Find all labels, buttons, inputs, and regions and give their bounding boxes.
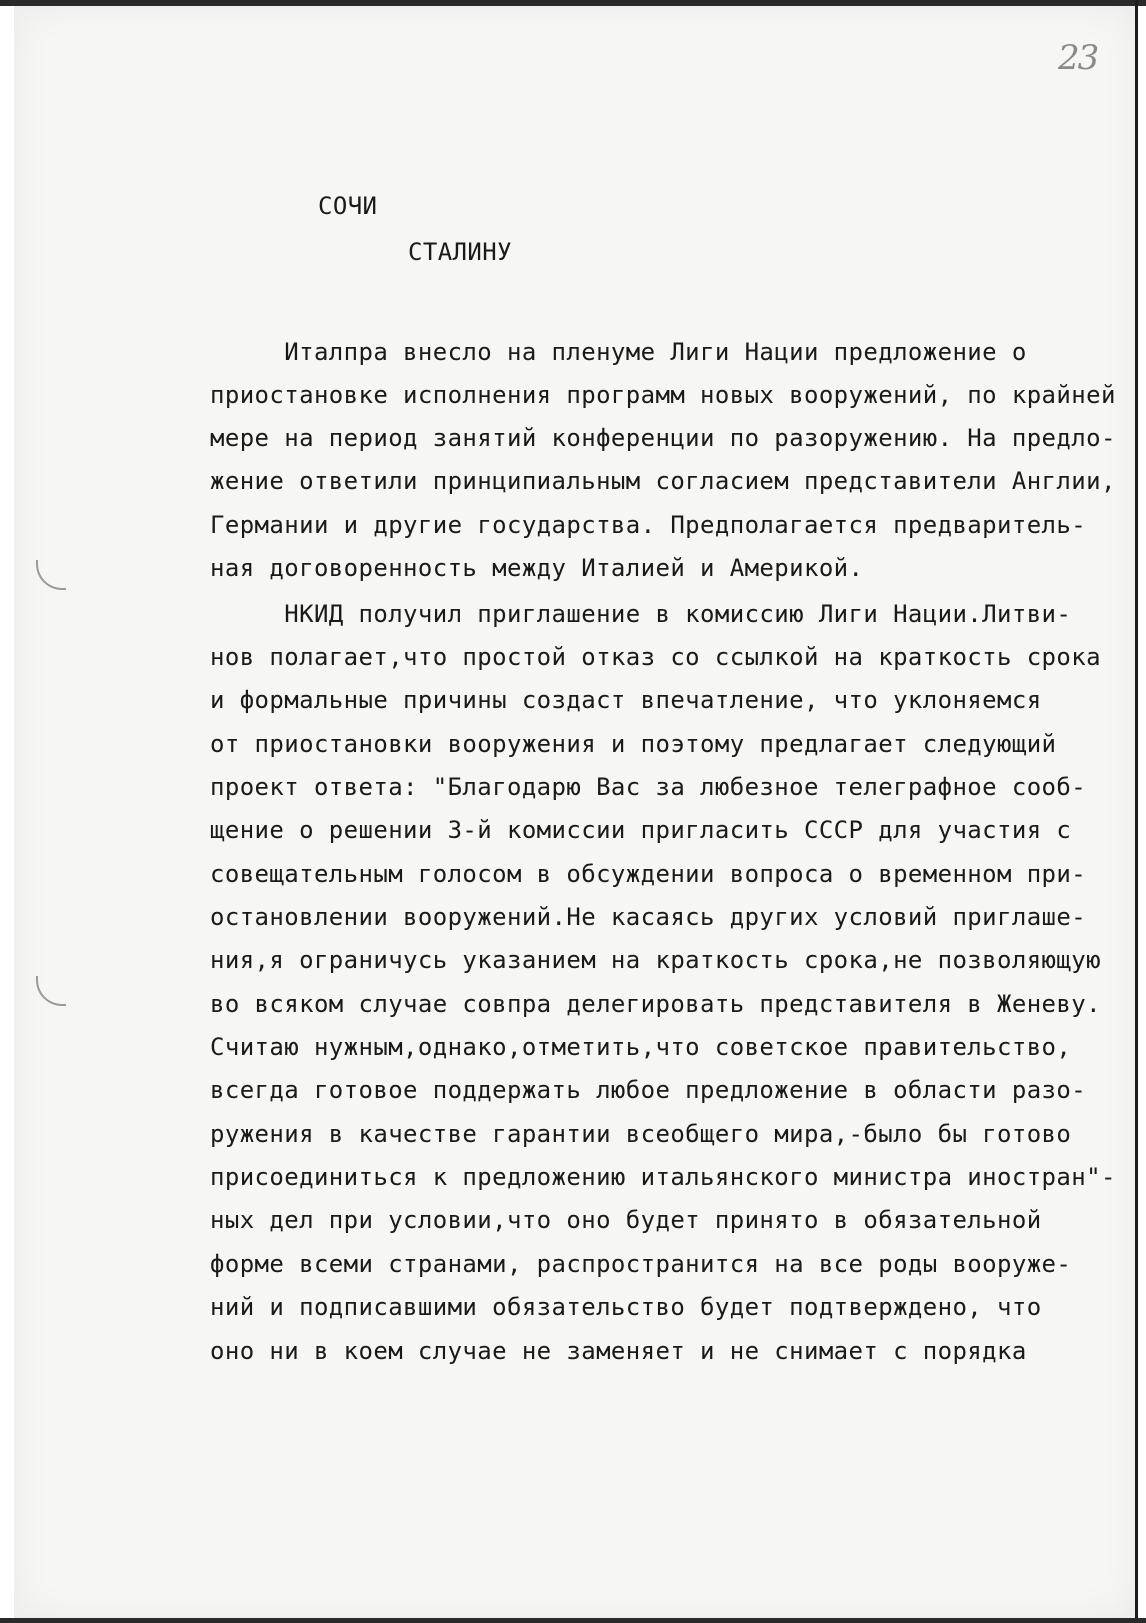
body-line: жение ответили принципиальным согласием представители Англии, — [210, 467, 1116, 495]
address-city: СОЧИ — [318, 192, 378, 220]
body-line: присоединиться к предложению итальянского министра иностран"- — [210, 1163, 1116, 1191]
body-line: Считаю нужным,однако,отметить,что советское правительство, — [210, 1033, 1072, 1061]
body-line: НКИД получил приглашение в комиссию Лиги Нации.Литви- — [210, 600, 1072, 628]
body-line: ружения в качестве гарантии всеобщего мира,-было бы готово — [210, 1120, 1072, 1148]
body-line: от приостановки вооружения и поэтому предлагает следующий — [210, 730, 1057, 758]
page-number: 23 — [1058, 38, 1098, 78]
body-line: Германии и другие государства. Предполагается предваритель- — [210, 511, 1087, 539]
scan-edge-bottom — [0, 1618, 1146, 1623]
body-line: оно ни в коем случае не заменяет и не снимает с порядка — [210, 1337, 1027, 1365]
body-line: приостановке исполнения программ новых вооружений, по крайней — [210, 381, 1116, 409]
body-line: всегда готовое поддержать любое предложение в области разо- — [210, 1076, 1087, 1104]
body-line: ная договоренность между Италией и Америкой. — [210, 554, 864, 582]
body-line: щение о решении 3-й комиссии пригласить СССР для участия с — [210, 816, 1072, 844]
body-line: во всяком случае совпра делегировать представителя в Женеву. — [210, 990, 1101, 1018]
address-recipient: СТАЛИНУ — [408, 238, 512, 266]
body-line: остановлении вооружений.Не касаясь других условий приглаше- — [210, 903, 1087, 931]
scan-edge-right — [1135, 0, 1138, 1623]
body-line: совещательным голосом в обсуждении вопроса о временном при- — [210, 860, 1087, 888]
document-page — [14, 6, 1136, 1618]
body-line: ний и подписавшими обязательство будет подтверждено, что — [210, 1293, 1042, 1321]
body-line: и формальные причины создаст впечатление, что уклоняемся — [210, 686, 1042, 714]
body-line: нов полагает,что простой отказ со ссылкой на краткость срока — [210, 643, 1101, 671]
body-line: Италпра внесло на пленуме Лиги Нации предложение о — [210, 338, 1027, 366]
body-line: мере на период занятий конференции по разоружению. На предло- — [210, 424, 1116, 452]
body-line: форме всеми странами, распространится на все роды вооруже- — [210, 1250, 1072, 1278]
body-line: ния,я ограничусь указанием на краткость срока,не позволяющую — [210, 946, 1101, 974]
body-line: ных дел при условии,что оно будет принято в обязательной — [210, 1206, 1042, 1234]
body-line: проект ответа: "Благодарю Вас за любезное телеграфное сооб- — [210, 773, 1087, 801]
